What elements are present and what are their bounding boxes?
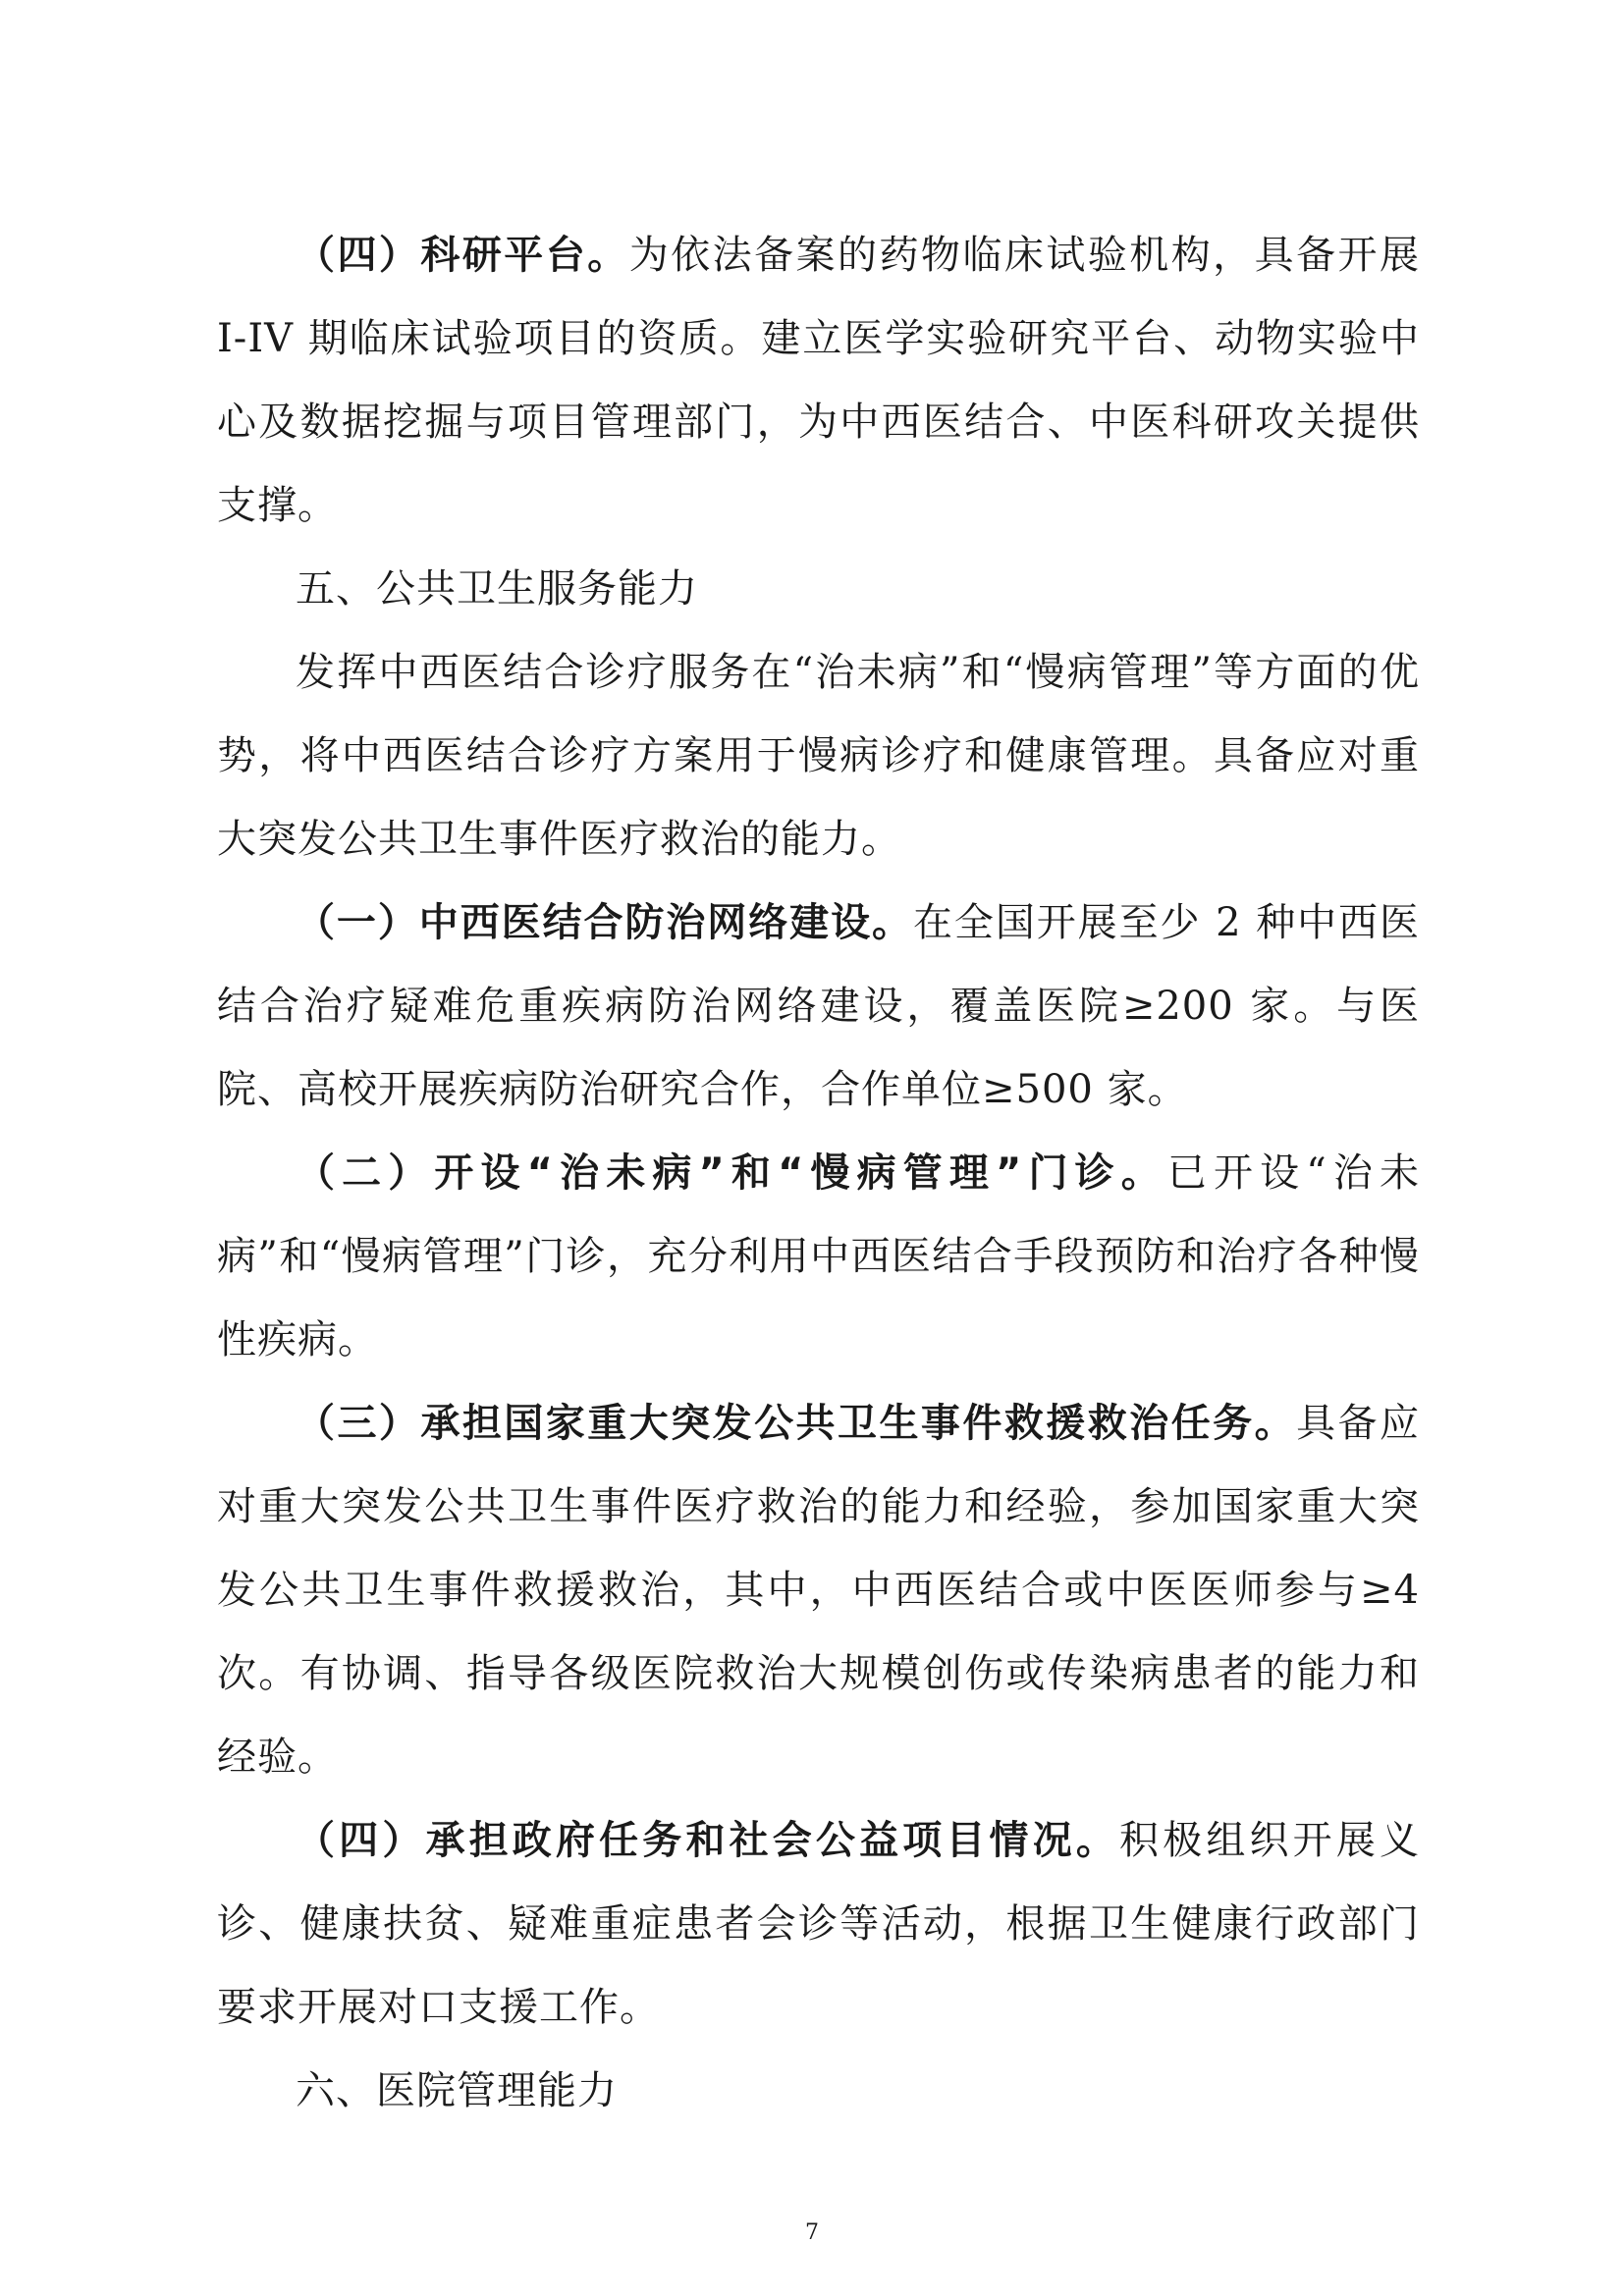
paragraph-text: 在全国开展至少 2 种中西医结合治疗疑难危重疾病防治网络建设，覆盖医院≥200 家。与医院、高校开展疾病防治研究合作，合作单位≥500 家。 (217, 900, 1420, 1112)
paragraph-text: 为依法备案的药物临床试验机构，具备开展 I-IV 期临床试验项目的资质。建立医学实验研究平台、动物实验中心及数据挖掘与项目管理部门，为中西医结合、中医科研攻关提供支撑。 (217, 233, 1421, 528)
paragraph-emergency-rescue (217, 1382, 1420, 1799)
paragraph-lead: （四）承担政府任务和社会公益项目情况。 (296, 1818, 1120, 1863)
paragraph-lead: （二）开设“治未病”和“慢病管理”门诊。 (296, 1150, 1167, 1196)
page-number: 7 (805, 2220, 819, 2245)
paragraph-lead: （一）中西医结合防治网络建设。 (296, 900, 913, 945)
paragraph-clinics (217, 1132, 1420, 1382)
section-heading-hospital-management: 六、医院管理能力 (296, 2068, 618, 2113)
paragraph-public-health-intro (217, 631, 1420, 881)
paragraph-public-welfare (217, 1799, 1420, 2050)
paragraph-lead: （三）承担国家重大突发公共卫生事件救援救治任务。 (296, 1401, 1297, 1446)
paragraph-text: 具备应对重大突发公共卫生事件医疗救治的能力和经验，参加国家重大突发公共卫生事件救援救治，其中，中西医结合或中医医师参与≥4 次。有协调、指导各级医院救治大规模创伤或传染病患者的能力和经验。 (217, 1401, 1421, 1780)
paragraph-text: 积极组织开展义诊、健康扶贫、疑难重症患者会诊等活动，根据卫生健康行政部门要求开展对口支援工作。 (217, 1818, 1421, 2030)
section-heading-public-health: 五、公共卫生服务能力 (296, 566, 698, 612)
paragraph-research-platform (217, 214, 1420, 548)
paragraph-prevention-network (217, 881, 1420, 1132)
document-body (217, 214, 1420, 2133)
paragraph-lead: （四）科研平台。 (296, 233, 629, 278)
paragraph-text: 已开设“治未病”和“慢病管理”门诊，充分利用中西医结合手段预防和治疗各种慢性疾病。 (217, 1150, 1421, 1362)
paragraph-text: 发挥中西医结合诊疗服务在“治未病”和“慢病管理”等方面的优势，将中西医结合诊疗方案用于慢病诊疗和健康管理。具备应对重大突发公共卫生事件医疗救治的能力。 (217, 650, 1420, 862)
